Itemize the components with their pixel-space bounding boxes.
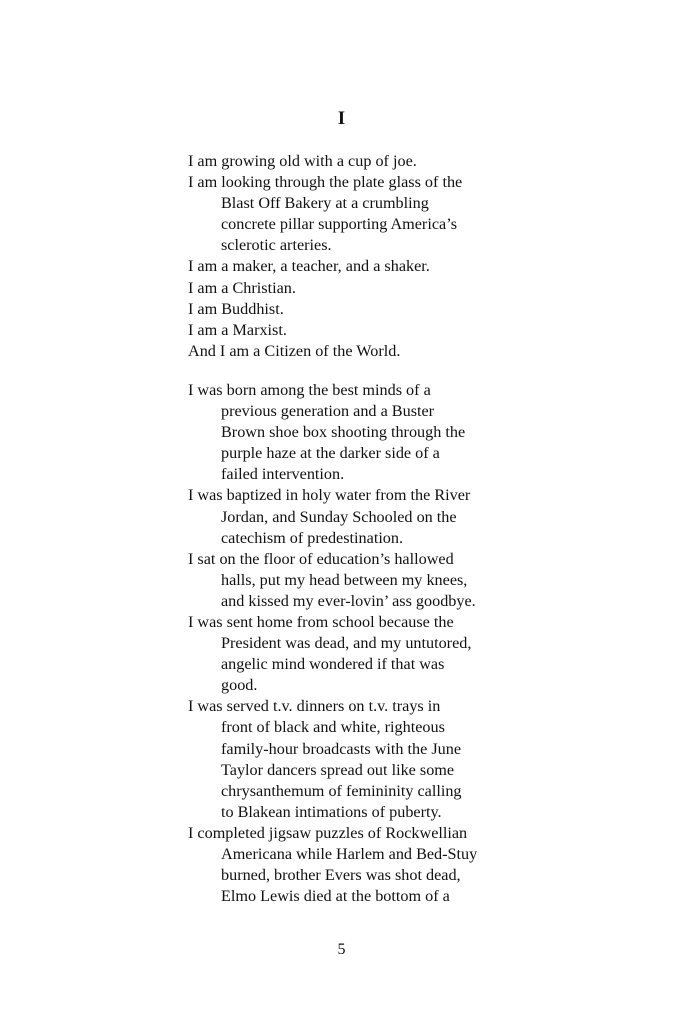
poem-line-text: I am a maker, a teacher, and a shaker. [188, 257, 430, 276]
poem-line [188, 612, 528, 696]
poem-line-text: I am Buddhist. [188, 299, 284, 318]
poem-line-continuation: to Blakean intimations of puberty. [221, 802, 442, 821]
poem-line-continuation: Elmo Lewis died at the bottom of a [221, 887, 450, 906]
poem-line-text: I am looking through the plate glass of the [188, 173, 463, 192]
poem-line-continuation: Americana while Harlem and Bed-Stuy [221, 845, 478, 863]
poem-line [188, 299, 528, 320]
poem-line-continuation: President was dead, and my untutored, [221, 634, 472, 653]
poem-line-text: I was born among the best minds of a [188, 380, 431, 399]
poem-line-text: I am a Christian. [188, 278, 296, 297]
poem-line-text: I completed jigsaw puzzles of Rockwellian [188, 823, 468, 842]
poem-line-continuation: good. [221, 676, 258, 695]
poem-line-continuation: halls, put my head between my knees, [221, 570, 468, 589]
page-number: 5 [337, 941, 346, 958]
poem-line-continuation: chrysanthemum of femininity calling [221, 781, 462, 800]
poem-line [188, 320, 528, 341]
poem-line-continuation: concrete pillar supporting America’s [221, 215, 457, 234]
poem-line-continuation: catechism of predestination. [221, 528, 404, 547]
poem-line-continuation: failed intervention. [221, 465, 345, 484]
poem-line-continuation: sclerotic arteries. [221, 236, 332, 255]
poem-line [188, 341, 528, 362]
poem-line-continuation: front of black and white, righteous [221, 718, 445, 737]
poem-line-continuation: Blast Off Bakery at a crumbling [221, 194, 429, 213]
poem-line-continuation: Taylor dancers spread out like some [221, 760, 455, 779]
poem-body [188, 151, 528, 907]
poem-line-continuation: Jordan, and Sunday Schooled on the [221, 507, 457, 526]
poem-line-text: I was served t.v. dinners on t.v. trays in [188, 697, 441, 716]
poem-line-text: I was baptized in holy water from the River [188, 486, 471, 505]
poem-line-continuation: previous generation and a Buster [221, 402, 435, 421]
poem-line-continuation: and kissed my ever-lovin’ ass goodbye. [221, 591, 476, 610]
section-title: I [337, 108, 346, 129]
poem-stanza [188, 380, 528, 907]
poem-line-text: I was sent home from school because the [188, 612, 454, 631]
poem-line [188, 151, 528, 172]
poem-line [188, 485, 528, 548]
poem-line [188, 256, 528, 277]
poem-line-continuation: burned, brother Evers was shot dead, [221, 866, 461, 885]
poem-line-continuation: family-hour broadcasts with the June [221, 739, 462, 758]
poem-line-continuation: purple haze at the darker side of a [221, 444, 440, 463]
poem-line-text: I am a Marxist. [188, 320, 287, 339]
poem-line [188, 823, 528, 907]
poem-line [188, 696, 528, 823]
poem-stanza [188, 151, 528, 362]
poem-line [188, 278, 528, 299]
poem-line [188, 380, 528, 485]
poem-line [188, 549, 528, 612]
poem-line-text: I sat on the floor of education’s hallowed [188, 549, 454, 568]
poem-line-continuation: Brown shoe box shooting through the [221, 423, 466, 442]
poem-line [188, 172, 528, 256]
poem-line-text: I am growing old with a cup of joe. [188, 152, 417, 170]
poem-line-continuation: angelic mind wondered if that was [221, 655, 445, 674]
poem-line-text: And I am a Citizen of the World. [188, 341, 401, 360]
